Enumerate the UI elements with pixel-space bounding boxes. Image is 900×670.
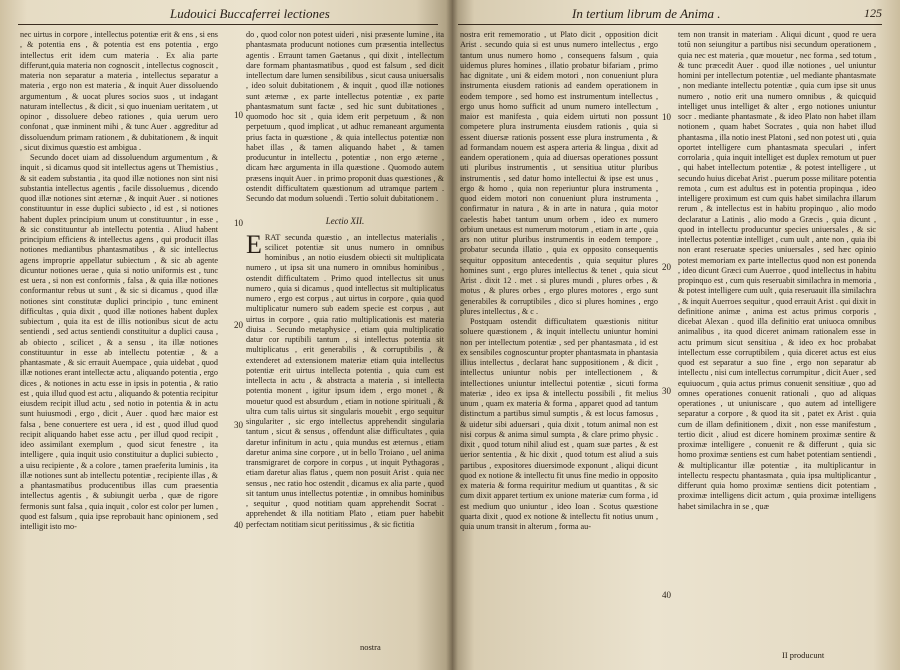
left-col2-para-1: do , quod color non potest uideri , nisi præsente lumine , ita phantasmata producunt notiones cum præsentia intellectus agentis . Erraunt tamen Gaetanus , qui dixit , intellectum dare formam phantasmatibus , quod est falsum , sed dicit intellectum dare lumen sensibilibus , sicut causa uniuersalis , ideo soluit dubitationem , & inquit , quod illæ notiones sunt æternæ , ex parte intellectus potentiæ , ex parte phantasmatum sunt factæ , sed hic sunt dubitationes , quomodo hoc sit , quia idem erit perpetuum , & non perpetuum , quod implicat , ut adhuc remaneant argumenta prius facta in quæstione , & quia intellectus potentiæ non habet illas , & tamen aliquando habet , & tamen producuntur in intellectu , potentiæ , non ergo æterne , dicam hæc argumenta in illa quæstione . Quomodo autem præsens inquit Auer . in primo proponit duas quæstiones , & ostendit difficultatem quæstionum ad utramque partem . Secundo dat modum soluendi . Tertio soluit dubitationem . bbox=[246, 30, 444, 203]
right-column-2 bbox=[678, 30, 876, 512]
right-page bbox=[452, 0, 900, 670]
left-running-head: Ludouici Buccaferrei lectiones bbox=[170, 6, 330, 21]
left-column-1 bbox=[20, 30, 218, 532]
line-number: 30 bbox=[234, 420, 243, 430]
line-number: 40 bbox=[662, 590, 671, 600]
book-gutter bbox=[446, 0, 458, 670]
right-col1-para-2: Postquam ostendit difficultatem quæstionis nititur soluere quæstionem , & inquit intellectu uniuntur homini non per intellectum potentiæ , sed per phantasmata , id est ex sensibiles cognoscuntur propter phantasmata in phantasia illius intellectus , declarat hanc suppositionem , & dicit , intellectus uniuntur nobis per intellectionem , & intellectiones uniuntur intellectui potentiæ , sicuti forma materiæ , ideo ex ipsa & intellectu possibili , fit melius unum , quam ex materia & forma , apparet quod ad tantum distinctum a partibus simul sumptis , & est locus famosus , & uidetur sibi aduersari , quia dixit , totum animal non est nisi corpus & anima simul sumpta , & clare primo physic . dixit , quod totum nihil aliud est , quam suæ partes , & est uerior sententia , & hic dixit , quod totum est aliud a suis partibus , expositores diuersimode exponunt , aliqui dicunt quod ex notione & intellectu fit unus fine medio in opposito ex materia & forma requiritur medium ut quantitas , & sic cum dixit apparet tertium ex unione materiæ cum forma , id est medium quo uniuntur , ideo Ioan . Scotus quæstione quarta dixit , quod ex notione & intellectu fit notius unum , quia unum transit in alterum , forma au- bbox=[460, 317, 658, 531]
page-number: 125 bbox=[864, 6, 882, 20]
line-number: 10 bbox=[234, 110, 243, 120]
right-catchword: II producunt bbox=[782, 650, 825, 660]
right-column-1 bbox=[460, 30, 658, 532]
line-number: 20 bbox=[234, 320, 243, 330]
right-col2-para-1: tem non transit in materiam . Aliqui dicunt , quod re uera totū non seiungitur a partibus nisi secundum operationem , quia nec est materia , quæ mouetur , nec forma , sed totum , & tunc præcedit Auer . quod illæ notiones , uel uniuntur homini per intellectum potentiæ , uel mediante phantasmate , non mediante intellectu potentiæ , quia cum ipse sit unus numero , notio erit una numero omnibus , & quicquid intelliget unus intelliget & alter , ergo notiones uniuntur socr . mediante phantasmate , & ideo Plato non habet illam notionem , quam habet Socrates , quia non habet illud phantasma , illa notio inest Platoni , sed non potest uti , quia oportet intelligere cum phantasmata speculari , infert corrolaria , quia inquit intelliget est duplex remotum ut puer , qui habet intellectum potentiæ , & potest intelligere , ut secundo huius dicebat Arist . puerum posse militare potentia remota , cum est adultus est in potentia propinqua , ideo intelligere proximum est cum quis habet similachra illarum rerum , & intellectus est in habitu propinquo , alio modo declaratur a Latinis , alio modo a Græcis , quia dicunt , quod in intellectu producuntur species uniuersales , & sic intellectus potentiæ intelliget , cum uult , ante non , quia ibi non erant reseruatæ species uniuersales , sed hæc opinio potest memoriam ex parte intellectus quod non est ponenda , ideo dicunt Græci cum Auerroe , quod intellectus in habitu propinquo est , cum quis reseruabit similachra in memoria , & potest intelligere cum uult , quia reseruauit illa similachra , & inquit Auerroes sequitur , quod errauit Arist . qui dixit in definitione animæ , anima est actus primus corporis , dicebat Alexan . quod illa definitio erat uniuoca omnibus animalibus , ita quod diceret animam rationalem esse in actu primum sicut sensitiua , & ideo ex hoc probabat intellectum esse corruptibilem , quia diceret actus est eius quod est separatur a suo fine , ergo non separatur ab intellectu , nisi cum intellectus corrumpitur , dicit Auer , sed equiuocum , quia actus primus conuenit sensitiuæ , quo ad omnes operationes conuenit rationali , quo ad aliquas operationes , ut uniuniscare , quo autem ad intelligere separatur a corpore , & quod ita sit , patet ex Arist . quia cum de illam definitionem , dixit , non esse manifestum , tertio dicit , aliud est dicere hominem proximæ sentire & proximæ intelligere , conuenit re & differunt , quia sic homo proximæ sentiens est cum habet potentiam sentiendi , & multiplicantur illæ potentiæ , ita multiplicantur in intellectu respectu phantasmata , quia ipsa multiplicantur , differunt quia homo proximæ sentiens dicit potentiam , proximæ intelligens dicit actum , quia proximæ intelligens habet similachra in se , quæ bbox=[678, 30, 876, 511]
left-catchword: nostra bbox=[360, 642, 381, 652]
line-number: 30 bbox=[662, 386, 671, 396]
section-heading: Lectio XII. bbox=[325, 216, 365, 227]
drop-cap: E bbox=[246, 229, 262, 259]
line-number: 40 bbox=[234, 520, 243, 530]
line-number: 10 bbox=[662, 112, 671, 122]
left-head-rule bbox=[18, 24, 438, 25]
left-col1-para-2: Secundo docet uiam ad dissoluendum argumentum , & inquit , si dicamus quod sit intellectus agens ut Themistius , & sit eadem substantia , ita quod illæ notiones non sint nisi substantia intellectus agentis , facile dissoluemus , dicendo quod illæ notiones sint æternæ , & inquit Auer . si notiones constituuntur in esse duplici subiecto , id est , si notiones habent duplex principium unum ut constituuntur , in esse , & sic constituuntur ab intellectu potentia . Aliud habent principium efficiens & intellectus agens , qui producit illas notiones mediantibus phantasmatibus , & sic intellectus agens improprie appellatur subiectum , & sic ab agente dicuntur notiones uerae , quia si notio uniformis est , tunc est uera , si non est conformis , falsa , & quia illæ notiones conformantur rebus ut sunt , & sic si dicamus , quod illæ notiones sint constitutæ duplici principio , tunc eminent difficultas , quia dixit , quod illæ notiones habent duplex subiectum , quia ita est de illis notionibus sicut de actu sentiendi , sed actus sentiendi constituitur a duplici causa , ab obiecto , scilicet , & a sensu , ita illæ notiones constituuntur in esse ab intellectu potentiæ , & a phantasmate , & sic errauit Auempace , quia uidebat , quod illæ notiones erant intellectæ actu , aliquando potentia , ergo dices , & notiones in actu esse in ipsis in potentia , & ratio est , quia illud quod est actu , aliquando & potentia recipitur eiusdem recipit illud actu , sed notio in potentia & in actu sunt huiusmodi , ergo , dicit , Auer . quod hæc maior est falsa , bene conuertere est uera , id est , quod illud quod recipit aliquando habet esse actu , per illud quod recipit , ideo assimilant exemplum , quod sicut fenestre , ita intelligere , quia inquit usio constituitur a duplici subiecto , a uisu recipiente , & a colore , tamen praeferita luminis , ita illæ notiones sunt ab intellectu potentiæ , recipiente illas , & a phantasmatibus producentibus illas cum praesentia intellectus agentis , & subiungit uerba , quæ de rigore fermonis sunt falsa , quia inquit , color est color per lumen , quod est falsum , quia ipse reprobauit hanc opinionem , sed intelligit isto mo- bbox=[20, 153, 218, 531]
line-number: 20 bbox=[662, 262, 671, 272]
left-column-2 bbox=[246, 30, 444, 530]
right-col1-para-1: nostra erit rememoratio , ut Plato dicit , opposition dicit Arist . secundo quia si est unus numero intellectus , ergo tantum unus numero homo , consequens falsum , quia uidemus plures homines , illatio probatur bifariam , primo hac dignitate , uni & eidem motori , non conueniunt plura instrumenta eiusdem rationis ad eandem operationem in eodem tempore , sed homo est instrumentum intellectus , ergo unus homo sufficit ad unum numero intellectum , maior est manifesta , quia eidem uirtuti non possunt competere plura instrumenta eiusdem rationis , quia si essent diuersæ rationis possent esse plura instrumenta , & ad formandam nouem est aspera arteria & lingua , dixit ad eandem operationem , quia ad diuersas operationes possunt uti pluribus instrumentis , ut sensitiua utitur pluribus instrumentis , sed datur homo intellectui & ipse est unus , ergo & homo , quia non reperiuntur plura instrumenta , quod eidem motori non conueniunt plura instrumenta , confirmatur in natura , & in arte in natura , quia motor caelestis habet tantum unum orbem , ideo ex numero orbium unetaus est numerum motorum , etiam in arte , quia ars non utitur pluribus instrumentis in eodem tempore , probatur secunda illatio , quia ex opposito consequentis sequitur oppositum antecedentis , quia sequitur plures homines sunt , ergo plures intellectus & tenet , quia sicut Arist . dixit 12 . met . si plures mundi , plures orbes , & motus , & plures orbes , ergo plures motores , ergo sunt generabiles & corruptibiles , dico si plures homines , ergo plures intellectus , & c . bbox=[460, 30, 658, 316]
line-number: 10 bbox=[234, 218, 243, 228]
right-running-head: In tertium librum de Anima . bbox=[572, 6, 721, 21]
left-col1-para-1: nec uirtus in corpore , intellectus potentiæ erit & ens , si ens , & potentia ens , & potentia est ens potentia , ergo intellectus erit idem cum materia . Ex alia parte differunt,quia materia non cognoscit , intellectus cognoscit , materia non separatur a materia , intellectus separatur a materia , ergo non est materia , & inquit Auer dissoluendo argumentum , & uocat plures socios suos , ut indagant naturam intellectus , & dicit , si quo inueniam ueritatem , ut opinor , dissoluere debeo rationes , quia uerum uero confonat , quæ inminent mihi , & tunc Auer . aggreditur ad dissoluendum primam rationem , & dubitationem , & inquit , sicut diximus quæstio est ambigua . bbox=[20, 30, 218, 152]
right-head-rule bbox=[458, 24, 882, 25]
left-col2-para-2: ERAT secunda quæstio , an intellectus materialis , scilicet potentiæ sit unus numero in omnibus hominibus , an notio eiusdem obiecti sit multiplicata numero , ut ipsa sit una numero in omnibus hominibus , ostendit difficultatem . Primo quod intellectus sit unus numero , quia si dicamus , quod intellectus sit multiplicatus numero , ergo est corpus , aut uirtus in corpore , quia quod multiplicatur numero sub eadem specie est corpus , aut uirtus in corpore , quia ratio multiplicationis est materia diuisa . Secundo metaphysice , etiam quia multiplicatio datur cor ruptibili tantum , si intellectus potentia sit multiplicatus , erit generabilis , & corruptibilis , & extenderet ad extensionem materiæ etiam quia intellectus potentiæ erit uirtus intellecta potentia , quia cum est intellecta in actu , & abstracta a materia , si intellecta potentia monent , igitur ipsum idem , ergo monet , & mouetur quod est absurdum , etiam in notione spirituali , & ultra cum talis uirtus sit singularis mouebit , ergo sequitur singulariter , sic ergo intellectus apprehendit singularia tantum , sicut & sensus , offendunt aliæ difficultates , quia daretur infinitum in actu , quia mundus est æternus , etiam daretur anima sine corpore , ut in bello Troiano , uel anima transmigraret de corpore in corpus , ut inquit Pythagoras , etiam daretur alias flatus , quem non posuit Arist . quia nec sensus , nec ratio hoc ostendit , dicamus ex alia parte , quod sit tantum unus intellectus potentiæ , in omnibus hominibus , sequitur , quod notitiam quam apprehendit Socrat . apprehendet & illa notitiam Plato , etiam puer habebit perfectam notitiam sicut peritissimus , & sic fictitia bbox=[246, 229, 444, 529]
